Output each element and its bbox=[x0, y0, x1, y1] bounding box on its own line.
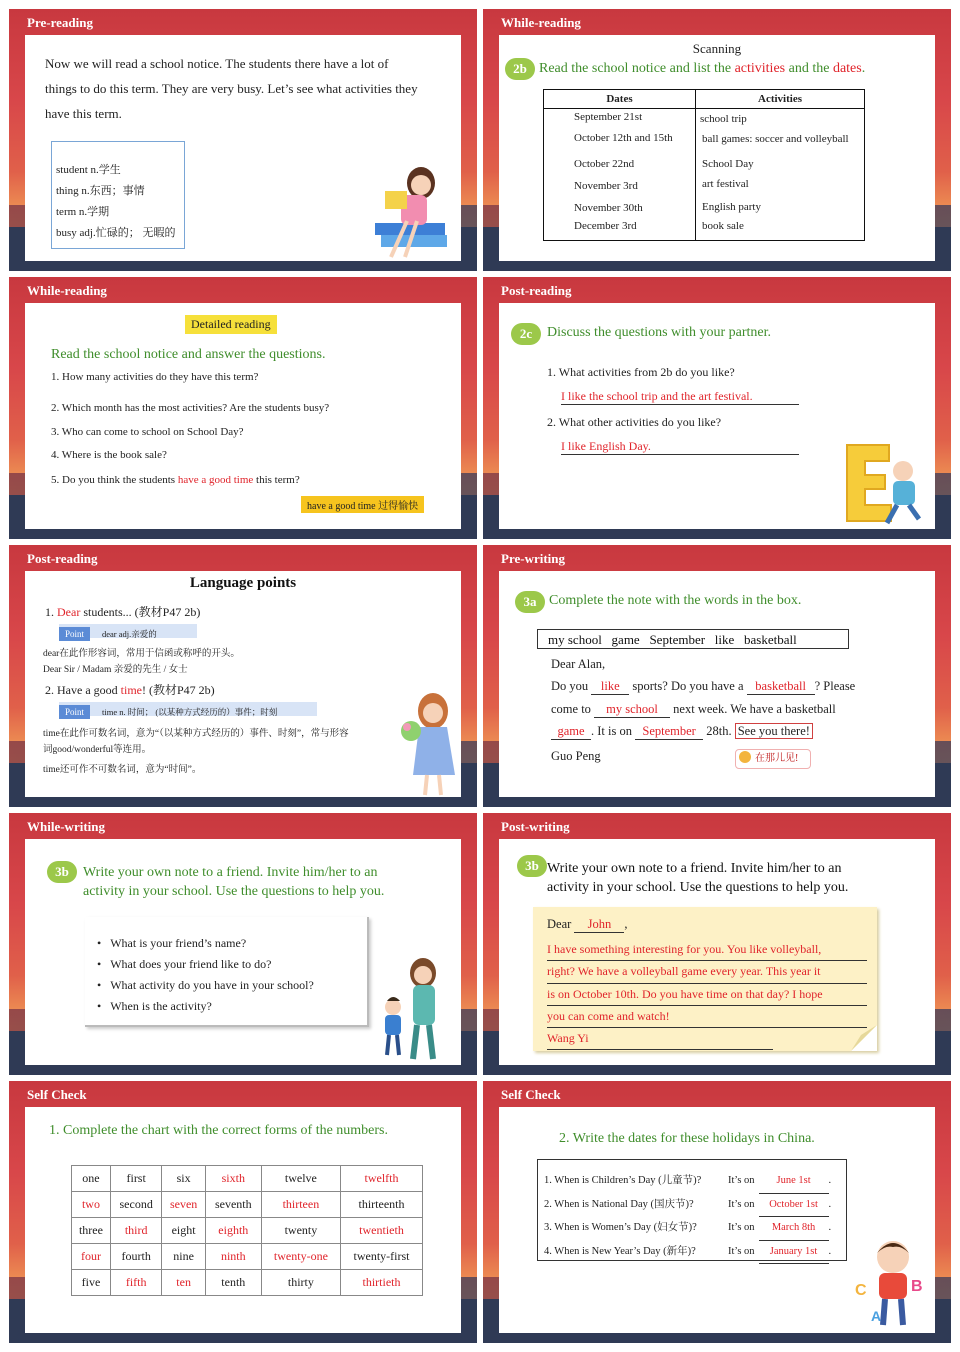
its-on-label: It’s on bbox=[728, 1198, 755, 1210]
slide-tag: While-reading bbox=[501, 15, 581, 30]
holiday-row: 3. When is Women’s Day (妇女节)? It’s on March 8th . bbox=[544, 1217, 846, 1241]
chart-cell: third bbox=[110, 1218, 161, 1244]
note-signature: Guo Peng bbox=[551, 749, 601, 763]
note-text: 词good/wonderful等连用。 bbox=[43, 745, 152, 755]
point-bar bbox=[59, 624, 197, 638]
note-text: Dear Sir / Madam 亲爱的先生 / 女士 bbox=[43, 665, 188, 675]
task-badge: 2c bbox=[511, 323, 541, 345]
col-header-dates: Dates bbox=[606, 93, 633, 105]
note-greeting: Dear John , bbox=[547, 917, 628, 931]
detailed-reading-pill: Detailed reading bbox=[185, 315, 277, 334]
chart-row bbox=[72, 1244, 423, 1270]
instruction: Read the school notice and list the activities and the dates. bbox=[539, 61, 866, 76]
chart-cell: twenty-one bbox=[261, 1244, 340, 1270]
slide-tag: Pre-reading bbox=[27, 15, 93, 30]
note-text: time还可作不可数名词，意为“时间”。 bbox=[43, 765, 202, 775]
chart-cell: twelve bbox=[261, 1166, 340, 1192]
point-label: Point bbox=[59, 705, 90, 719]
phrase-note: have a good time 过得愉快 bbox=[301, 496, 424, 513]
chart-cell: thirteenth bbox=[341, 1192, 423, 1218]
slide-detailed-reading bbox=[9, 277, 477, 539]
question: 4. Where is the book sale? bbox=[51, 449, 167, 461]
chart-row bbox=[72, 1270, 423, 1296]
slide-pre-reading bbox=[9, 9, 477, 271]
instruction: Discuss the questions with your partner. bbox=[547, 325, 771, 340]
slide-card bbox=[499, 839, 935, 1065]
slide-pre-writing bbox=[483, 545, 951, 807]
activity-cell: ball games: soccer and volleyball bbox=[702, 133, 849, 145]
note-line: right? We have a volleyball game every year. This year it bbox=[547, 961, 867, 983]
chart-cell: first bbox=[110, 1166, 161, 1192]
point-heading: 1. Dear students... (教材P47 2b) bbox=[45, 605, 201, 619]
bullet-item: • When is the activity? bbox=[97, 999, 212, 1013]
chart-cell: six bbox=[162, 1166, 205, 1192]
holiday-question: 3. When is Women’s Day (妇女节)? bbox=[544, 1222, 697, 1233]
girl-reading-illustration bbox=[361, 161, 461, 261]
note-text: dear在此作形容词，常用于信函或称呼的开头。 bbox=[43, 649, 240, 659]
question: 1. How many activities do they have this term? bbox=[51, 371, 259, 383]
chart-cell: seventh bbox=[205, 1192, 261, 1218]
note-line: Do you like sports? Do you have a basketball ? Please bbox=[551, 679, 856, 693]
bullet-item: • What does your friend like to do? bbox=[97, 957, 272, 971]
slide-self-check-numbers bbox=[9, 1081, 477, 1343]
holiday-question: 2. When is National Day (国庆节)? bbox=[544, 1198, 694, 1210]
date-cell: November 3rd bbox=[574, 180, 638, 192]
slide-card bbox=[25, 1107, 461, 1333]
slide-card bbox=[499, 35, 935, 261]
instruction: Read the school notice and answer the questions. bbox=[51, 347, 326, 362]
task-badge: 3b bbox=[517, 855, 547, 877]
chart-row bbox=[72, 1166, 423, 1192]
slide-tag: Post-reading bbox=[27, 551, 98, 566]
chart-cell: second bbox=[110, 1192, 161, 1218]
numbers-chart bbox=[71, 1165, 423, 1296]
note-signature: Wang Yi bbox=[547, 1028, 773, 1050]
chart-row bbox=[72, 1192, 423, 1218]
slide-card bbox=[499, 303, 935, 529]
chart-cell: thirteen bbox=[261, 1192, 340, 1218]
note-line: you can come and watch! bbox=[547, 1006, 867, 1028]
bulb-icon bbox=[739, 751, 751, 763]
chart-cell: sixth bbox=[205, 1166, 261, 1192]
slide-discuss bbox=[483, 277, 951, 539]
word-box: my school game September like basketball bbox=[537, 629, 849, 649]
slide-tag: Pre-writing bbox=[501, 551, 566, 566]
chart-cell: ten bbox=[162, 1270, 205, 1296]
chart-row bbox=[72, 1218, 423, 1244]
intro-line: things to do this term. They are very busy. Let’s see what activities they bbox=[45, 81, 418, 96]
holiday-answer: June 1st bbox=[759, 1170, 829, 1194]
chart-cell: fourth bbox=[110, 1244, 161, 1270]
chart-cell: twenty-first bbox=[341, 1244, 423, 1270]
chart-cell: one bbox=[72, 1166, 111, 1192]
point-heading: 2. Have a good time! (教材P47 2b) bbox=[45, 683, 215, 697]
chart-cell: five bbox=[72, 1270, 111, 1296]
note-line: come to my school next week. We have a basketball bbox=[551, 702, 836, 716]
slide-card bbox=[25, 839, 461, 1065]
question: 5. Do you think the students have a good time this term? bbox=[51, 474, 300, 486]
its-on-label: It’s on bbox=[728, 1245, 755, 1257]
task-badge: 2b bbox=[505, 58, 535, 80]
col-header-activities: Activities bbox=[758, 93, 802, 105]
holiday-answer: January 1st bbox=[759, 1241, 829, 1265]
vocab-item: term n.学期 bbox=[56, 206, 110, 218]
answer-line: I like English Day. bbox=[561, 439, 799, 455]
slide-card bbox=[25, 303, 461, 529]
chart-cell: fifth bbox=[110, 1270, 161, 1296]
girl-flowers-illustration bbox=[397, 691, 461, 797]
svg-text:B: B bbox=[911, 1278, 923, 1295]
activity-cell: English party bbox=[702, 201, 761, 213]
cn-tip-badge: 在那儿见! bbox=[735, 749, 811, 769]
vocab-item: thing n.东西；事情 bbox=[56, 185, 145, 197]
letter-e-kid-illustration bbox=[839, 435, 929, 529]
note-line: game . It is on September 28th. See you there! bbox=[551, 724, 813, 740]
instruction: 2. Write the dates for these holidays in China. bbox=[559, 1131, 815, 1146]
slide-scanning bbox=[483, 9, 951, 271]
date-cell: November 30th bbox=[574, 202, 643, 214]
chart-cell: twelfth bbox=[341, 1166, 423, 1192]
point-text: time n. 时间； (以某种方式经历的）事件；时刻 bbox=[102, 707, 278, 717]
slide-tag: Post-writing bbox=[501, 819, 570, 834]
chart-cell: tenth bbox=[205, 1270, 261, 1296]
note-body bbox=[547, 939, 867, 1050]
chart-cell: ninth bbox=[205, 1244, 261, 1270]
slide-language-points bbox=[9, 545, 477, 807]
question: 2. Which month has the most activities? Are the students busy? bbox=[51, 402, 330, 414]
slide-while-writing bbox=[9, 813, 477, 1075]
slide-title: Language points bbox=[189, 575, 297, 591]
chart-cell: eighth bbox=[205, 1218, 261, 1244]
see-you-box: See you there! bbox=[735, 723, 813, 739]
point-bar bbox=[59, 702, 317, 716]
holiday-question: 1. When is Children’s Day (儿童节)? bbox=[544, 1175, 702, 1186]
svg-text:C: C bbox=[855, 1282, 867, 1299]
its-on-label: It’s on bbox=[728, 1222, 755, 1233]
slide-card bbox=[25, 571, 461, 797]
point-label: Point bbox=[59, 627, 90, 641]
point-text: dear adj.亲爱的 bbox=[102, 629, 157, 639]
questions-box bbox=[85, 917, 369, 1027]
its-on-label: It’s on bbox=[728, 1175, 755, 1186]
intro-text bbox=[45, 51, 455, 126]
chart-cell: thirtieth bbox=[341, 1270, 423, 1296]
slide-post-writing bbox=[483, 813, 951, 1075]
activity-cell: book sale bbox=[702, 220, 744, 232]
note-line: I have something interesting for you. You like volleyball, bbox=[547, 939, 867, 961]
slide-tag: While-writing bbox=[27, 819, 105, 834]
date-cell: October 12th and 15th bbox=[574, 132, 673, 144]
chart-cell: three bbox=[72, 1218, 111, 1244]
activity-cell: art festival bbox=[702, 178, 749, 190]
question: 2. What other activities do you like? bbox=[547, 415, 722, 429]
slide-tag: While-reading bbox=[27, 283, 107, 298]
vocab-item: busy adj.忙碌的； 无暇的 bbox=[56, 227, 176, 239]
chart-cell: nine bbox=[162, 1244, 205, 1270]
slide-card bbox=[499, 1107, 935, 1333]
holiday-question: 4. When is New Year’s Day (新年)? bbox=[544, 1245, 696, 1257]
sample-note-paper bbox=[533, 907, 877, 1051]
chart-cell: seven bbox=[162, 1192, 205, 1218]
chart-cell: thirty bbox=[261, 1270, 340, 1296]
task-badge: 3b bbox=[47, 861, 77, 883]
date-cell: October 22nd bbox=[574, 158, 635, 170]
bullet-item: • What activity do you have in your school? bbox=[97, 978, 314, 992]
section-heading: Scanning bbox=[692, 41, 742, 56]
note-text: time在此作可数名词，意为“（以某种方式经历的）事件、时刻”，常与形容 bbox=[43, 729, 349, 739]
slide-card bbox=[499, 571, 935, 797]
svg-text:A: A bbox=[871, 1308, 882, 1324]
slide-tag: Self Check bbox=[27, 1087, 87, 1102]
boy-letters-illustration bbox=[849, 1231, 933, 1331]
date-cell: September 21st bbox=[574, 111, 643, 123]
question: 1. What activities from 2b do you like? bbox=[547, 365, 735, 379]
holiday-dates-box bbox=[537, 1159, 847, 1261]
date-cell: December 3rd bbox=[574, 220, 637, 232]
question: 3. Who can come to school on School Day? bbox=[51, 426, 244, 438]
note-greeting: Dear Alan, bbox=[551, 657, 606, 671]
activity-cell: school trip bbox=[700, 113, 747, 125]
holiday-answer: October 1st bbox=[759, 1194, 829, 1218]
chart-cell: two bbox=[72, 1192, 111, 1218]
holiday-row: 4. When is New Year’s Day (新年)? It’s on January 1st . bbox=[544, 1241, 846, 1265]
intro-line: have this term. bbox=[45, 106, 122, 121]
vocab-box bbox=[51, 141, 185, 249]
bullet-item: • What is your friend’s name? bbox=[97, 936, 247, 950]
slide-tag: Self Check bbox=[501, 1087, 561, 1102]
chart-cell: twentieth bbox=[341, 1218, 423, 1244]
instruction: Write your own note to a friend. Invite him/her to an activity in your school. Use the questions to help you. bbox=[83, 865, 385, 899]
dates-activities-table bbox=[543, 89, 865, 241]
slide-card bbox=[25, 35, 461, 261]
vocab-item: student n.学生 bbox=[56, 164, 121, 176]
chart-cell: eight bbox=[162, 1218, 205, 1244]
instruction: Write your own note to a friend. Invite him/her to an activity in your school. Use the questions to help you. bbox=[547, 861, 849, 895]
holiday-answer: March 8th bbox=[759, 1217, 829, 1241]
note-line: is on October 10th. Do you have time on that day? I hope bbox=[547, 984, 867, 1006]
instruction: 1. Complete the chart with the correct forms of the numbers. bbox=[49, 1123, 389, 1138]
chart-cell: twenty bbox=[261, 1218, 340, 1244]
holiday-row: 1. When is Children’s Day (儿童节)? It’s on June 1st . bbox=[544, 1170, 846, 1194]
answer-line: I like the school trip and the art festival. bbox=[561, 389, 799, 405]
task-badge: 3a bbox=[515, 591, 545, 613]
chart-cell: four bbox=[72, 1244, 111, 1270]
instruction: Complete the note with the words in the box. bbox=[549, 593, 802, 608]
intro-line: Now we will read a school notice. The students there have a lot of bbox=[45, 56, 389, 71]
holiday-row: 2. When is National Day (国庆节)? It’s on October 1st . bbox=[544, 1194, 846, 1218]
slide-tag: Post-reading bbox=[501, 283, 572, 298]
activity-cell: School Day bbox=[702, 158, 754, 170]
mother-child-illustration bbox=[373, 955, 453, 1063]
slide-self-check-dates bbox=[483, 1081, 951, 1343]
